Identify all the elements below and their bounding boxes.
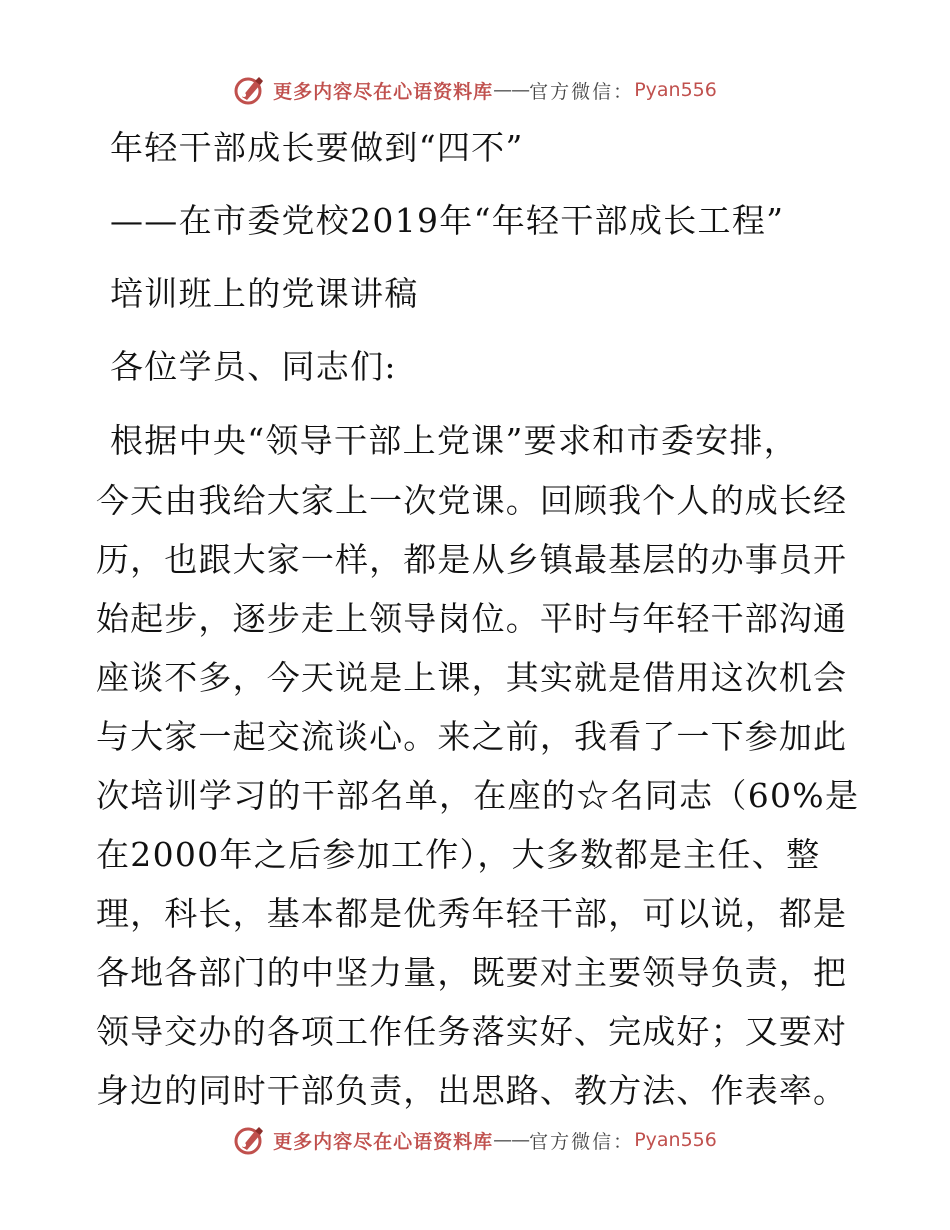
watermark-main-text: 更多内容尽在心语资料库 [273, 1130, 494, 1153]
watermark-separator: —— [493, 79, 530, 101]
salutation: 各位学员、同志们: [110, 347, 397, 386]
watermark-id: Pyan556 [634, 79, 717, 101]
body-line: 始起步，逐步走上领导岗位。平时与年轻干部沟通 [96, 599, 846, 638]
watermark-separator: —— [493, 1129, 530, 1151]
watermark-main-text: 更多内容尽在心语资料库 [273, 80, 494, 103]
body-line: 今天由我给大家上一次党课。回顾我个人的成长经 [96, 481, 846, 520]
pen-logo-icon [233, 73, 267, 107]
body-line: 根据中央“领导干部上党课”要求和市委安排， [110, 421, 799, 460]
body-line: 领导交办的各项工作任务落实好、完成好；又要对 [96, 1012, 846, 1051]
body-line: 次培训学习的干部名单，在座的☆名同志（60%是 [96, 776, 860, 815]
header-watermark [0, 70, 950, 110]
watermark-label: 官方微信： [529, 1130, 635, 1153]
footer-watermark [0, 1120, 950, 1160]
document-subtitle-line-2: 培训班上的党课讲稿 [110, 274, 419, 313]
body-line: 理，科长，基本都是优秀年轻干部，可以说，都是 [96, 894, 846, 933]
body-line: 身边的同时干部负责，出思路、教方法、作表率。 [96, 1071, 846, 1110]
document-subtitle-line-1: ——在市委党校2019年“年轻干部成长工程” [110, 201, 785, 240]
pen-logo-icon [233, 1123, 267, 1157]
watermark-label: 官方微信： [529, 80, 635, 103]
body-line: 与大家一起交流谈心。来之前，我看了一下参加此 [96, 717, 846, 756]
body-line: 历，也跟大家一样，都是从乡镇最基层的办事员开 [96, 540, 846, 579]
body-line: 各地各部门的中坚力量，既要对主要领导负责，把 [96, 953, 846, 992]
body-line: 在2000年之后参加工作），大多数都是主任、整 [96, 835, 821, 874]
document-title: 年轻干部成长要做到“四不” [110, 128, 524, 167]
body-line: 座谈不多，今天说是上课，其实就是借用这次机会 [96, 658, 846, 697]
watermark-id: Pyan556 [634, 1129, 717, 1151]
